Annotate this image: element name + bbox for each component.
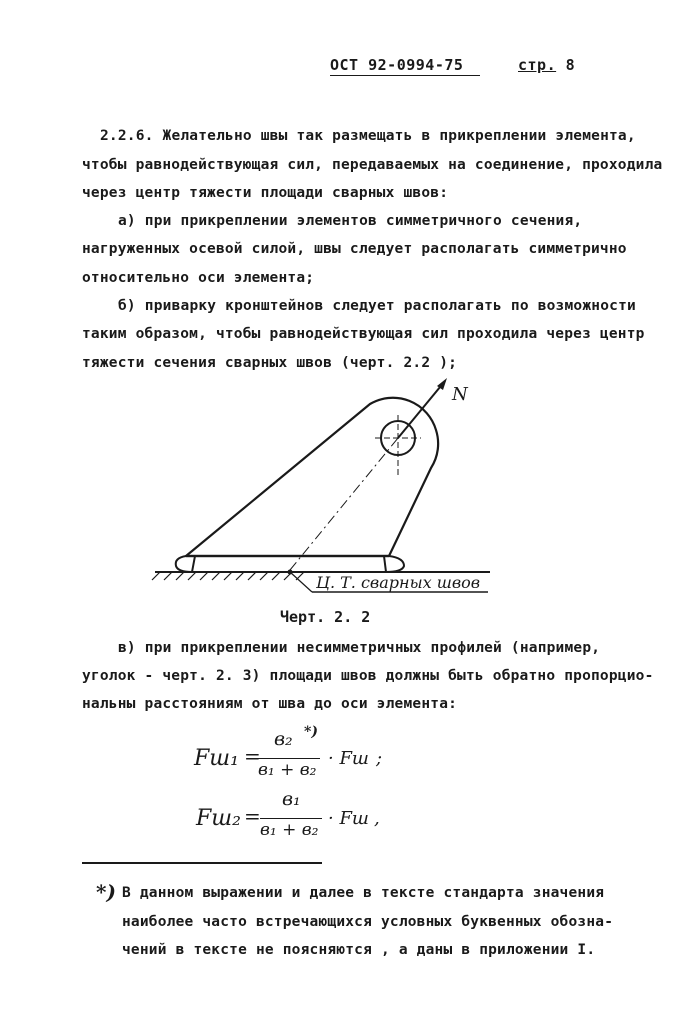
force-label: N	[452, 384, 468, 405]
formula-1-lhs: Fш₁	[194, 746, 239, 771]
surface-hatching	[152, 572, 304, 580]
formula-2-lhs: Fш₂	[196, 806, 241, 831]
formula-2-denominator: в₁ + в₂	[260, 820, 319, 840]
formula-2: Fш₂ = в₁ в₁ + в₂ · Fш ,	[196, 788, 380, 840]
formula-1: Fш₁ = в₂ *) в₁ + в₂ · Fш ;	[194, 724, 383, 780]
item-a-line-3: относительно оси элемента;	[82, 270, 315, 286]
formula-1-denominator: в₁ + в₂	[258, 760, 317, 780]
page-prefix: стр.	[518, 56, 557, 74]
formula-1-end: ;	[376, 748, 383, 769]
right-weld	[384, 556, 404, 572]
formula-2-numerator: в₁	[282, 788, 301, 810]
formula-2-rhs: · Fш	[328, 808, 369, 829]
item-v-line-2: уголок - черт. 2. 3) площади швов должны быть обратно пропорцио-	[82, 668, 654, 684]
item-a-line-1: а) при прикреплении элементов симметричного сечения,	[118, 213, 583, 229]
force-arrow	[398, 381, 445, 438]
item-b-line-1: б) приварку кронштейнов следует располагать по возможности	[118, 298, 636, 314]
item-a-line-2: нагруженных осевой силой, швы следует располагать симметрично	[82, 241, 627, 257]
paragraph-2-2-6-line-3: через центр тяжести площади сварных швов:	[82, 185, 449, 201]
page-number: 8	[565, 56, 576, 74]
formula-2-end: ,	[374, 808, 380, 829]
footnote-line-2: наиболее часто встречающихся условных буквенных обозна-	[122, 914, 614, 930]
formula-1-numerator: в₂	[274, 728, 293, 750]
footnote-mark: *)	[96, 880, 116, 904]
item-b-line-3: тяжести сечения сварных швов (черт. 2.2 );	[82, 355, 458, 371]
formula-1-fraction-bar	[258, 758, 320, 759]
paragraph-2-2-6-line-2: чтобы равнодействующая сил, передаваемых на соединение, проходила	[82, 157, 663, 173]
standard-number: ОСТ 92-0994-75	[330, 56, 480, 76]
footnote-separator	[82, 862, 322, 864]
footnote-line-3: чений в тексте не поясняются , а даны в приложении I.	[122, 942, 596, 958]
item-v-line-1: в) при прикреплении несимметричных профилей (например,	[118, 640, 601, 656]
cg-label: Ц. Т. сварных швов	[316, 573, 481, 592]
left-weld	[176, 556, 195, 572]
figure-caption: Черт. 2. 2	[280, 608, 371, 626]
item-v-line-3: нальны расстояниям от шва до оси элемента:	[82, 696, 458, 712]
formula-1-superscript: *)	[304, 724, 318, 740]
formula-1-rhs: · Fш	[328, 748, 369, 769]
item-b-line-2: таким образом, чтобы равнодействующая сил проходила через центр	[82, 326, 645, 342]
footnote-line-1: В данном выражении и далее в тексте стандарта значения	[122, 885, 605, 901]
paragraph-2-2-6-line-1: 2.2.6. Желательно швы так размещать в прикреплении элемента,	[100, 128, 636, 144]
formula-2-fraction-bar	[260, 818, 322, 819]
